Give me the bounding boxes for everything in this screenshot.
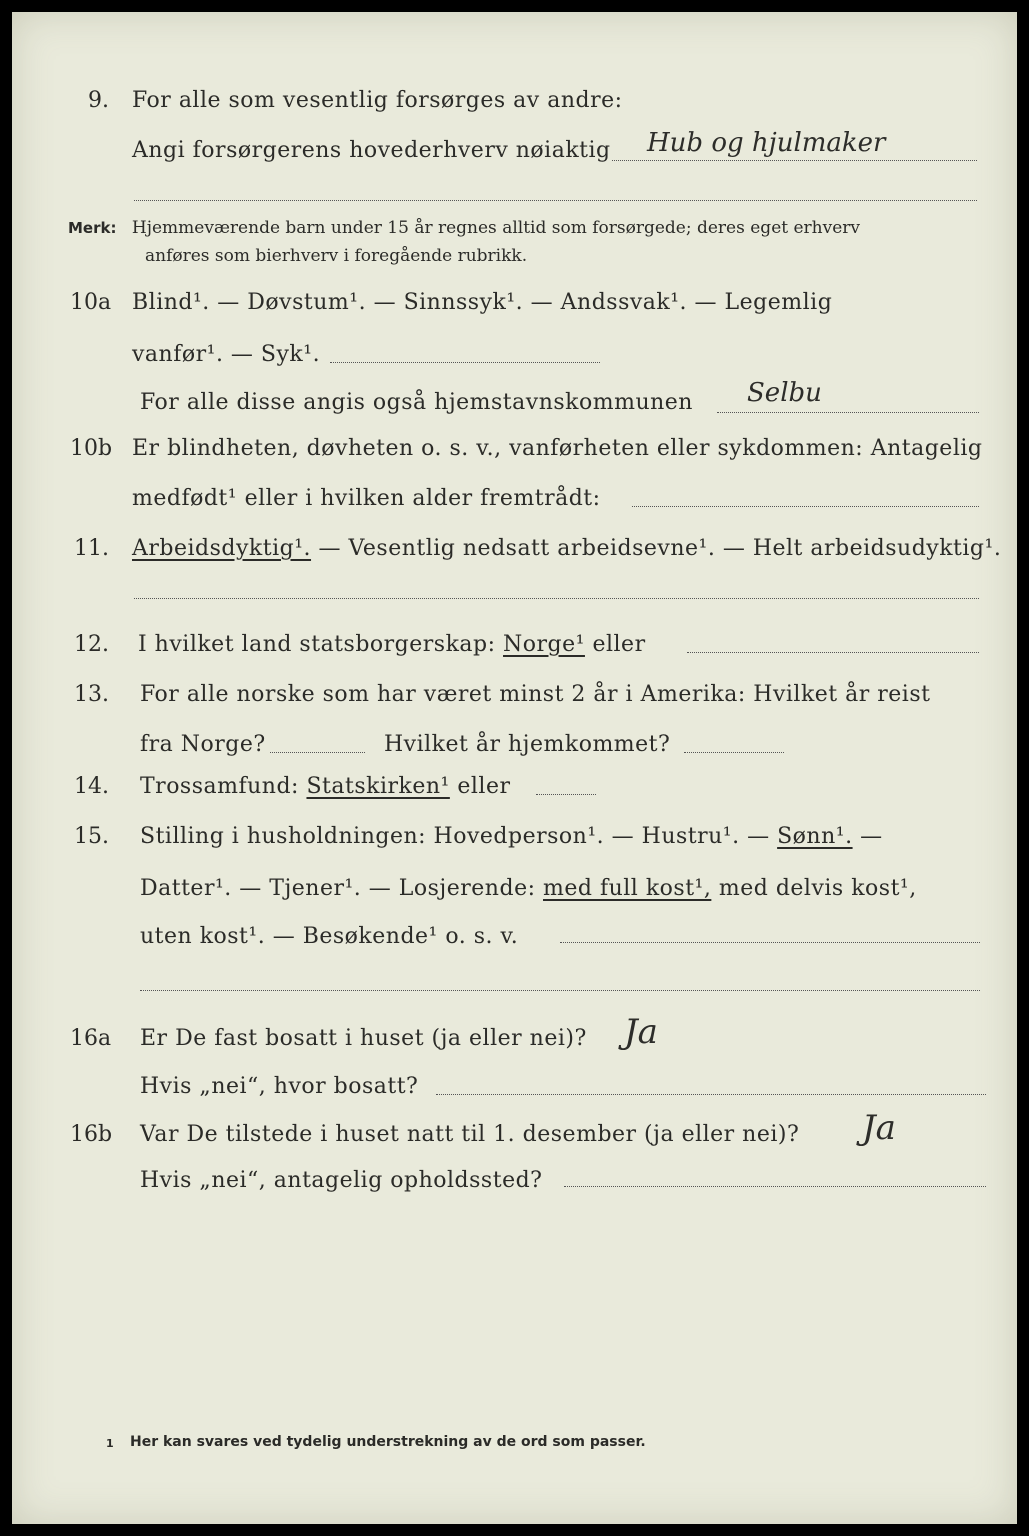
q11-option-arbeidsdyktig: Arbeidsdyktig¹. [132,536,312,561]
q16a-answer-line [436,1094,986,1095]
q10b-answer-line [632,506,979,507]
q16b-answer-line [564,1186,986,1187]
q10a-answer-line [717,412,979,413]
q10a-syk-line [330,362,600,363]
footnote-text: Her kan svares ved tydelig understrekning av de ord som passer. [130,1434,646,1450]
q14-number: 14. [74,774,109,799]
q15-option-full-kost: med full kost¹, [543,876,712,901]
footnote-mark: 1 [106,1437,114,1450]
q15-line1a: Stilling i husholdningen: Hovedperson¹. — Hustru¹. — [140,824,770,849]
q15-number: 15. [74,824,109,849]
q10a-line1: Blind¹. — Døvstum¹. — Sinnssyk¹. — Andssvak¹. — Legemlig [132,290,833,315]
q10a-line3: For alle disse angis også hjemstavnskommunen [140,390,693,415]
q12-number: 12. [74,632,109,657]
q16b-line2: Hvis „nei“, antagelig opholdssted? [140,1168,543,1193]
q14-option-statskirken: Statskirken¹ [306,774,450,799]
q13-hjemkommet-line [684,752,784,753]
q9-line2: Angi forsørgerens hovederhverv nøiaktig [132,138,611,163]
q13-line2b: Hvilket år hjemkommet? [384,732,671,757]
census-form-page [12,12,1017,1524]
q10b-line2: medfødt¹ eller i hvilken alder fremtrådt: [132,486,601,511]
q12-answer-line [687,652,979,653]
q10b-line1: Er blindheten, døvheten o. s. v., vanførheten eller sykdommen: Antagelig [132,436,983,461]
q12-prefix: I hvilket land statsborgerskap: [138,632,496,657]
q11-rest: — Vesentlig nedsatt arbeidsevne¹. — Helt arbeidsudyktig¹. [318,536,1002,561]
q16b-line1: Var De tilstede i huset natt til 1. desember (ja eller nei)? [140,1122,800,1147]
q10b-number: 10b [70,436,113,461]
q11-line [132,536,1001,562]
q12-line [138,632,646,658]
q15-option-sonn: Sønn¹. [777,824,853,849]
q10a-number: 10a [70,290,112,315]
q16a-line1: Er De fast bosatt i huset (ja eller nei)? [140,1026,587,1051]
q13-number: 13. [74,682,109,707]
q16a-line2: Hvis „nei“, hvor bosatt? [140,1074,419,1099]
q9-number: 9. [88,88,109,113]
q15-line1 [140,824,883,850]
q15-extra-line [140,990,980,991]
q15-line2 [140,876,917,902]
q15-line1b: — [860,824,883,849]
q9-line1: For alle som vesentlig forsørges av andre: [132,88,623,113]
q9-extra-line [134,200,977,201]
q16a-answer-handwriting: Ja [624,1012,658,1052]
q12-option-norge: Norge¹ [503,632,585,657]
q9-answer-handwriting: Hub og hjulmaker [647,128,886,158]
q9-answer-line [612,160,977,161]
q13-line2a: fra Norge? [140,732,266,757]
q13-reist-line [270,752,365,753]
q15-line2b: med delvis kost¹, [718,876,917,901]
merk-line1: Hjemmeværende barn under 15 år regnes alltid som forsørgede; deres eget erhverv [131,218,861,238]
q16b-answer-handwriting: Ja [862,1108,896,1148]
q13-line1: For alle norske som har været minst 2 år i Amerika: Hvilket år reist [140,682,931,707]
q10a-answer-handwriting: Selbu [747,378,822,408]
q15-line2a: Datter¹. — Tjener¹. — Losjerende: [140,876,536,901]
q15-line3: uten kost¹. — Besøkende¹ o. s. v. [140,924,519,949]
q11-number: 11. [74,536,109,561]
q14-answer-line [536,794,596,795]
q16b-number: 16b [70,1122,113,1147]
q10a-line2: vanfør¹. — Syk¹. [132,342,321,367]
q11-extra-line [134,598,979,599]
merk-label: Merk: [68,219,117,237]
q14-line [140,774,511,800]
q12-suffix: eller [592,632,646,657]
merk-note [68,216,860,240]
merk-line2: anføres som bierhverv i foregående rubrikk. [145,246,528,266]
q14-prefix: Trossamfund: [140,774,299,799]
q14-suffix: eller [457,774,511,799]
q16a-number: 16a [70,1026,112,1051]
q15-answer-line [560,942,980,943]
